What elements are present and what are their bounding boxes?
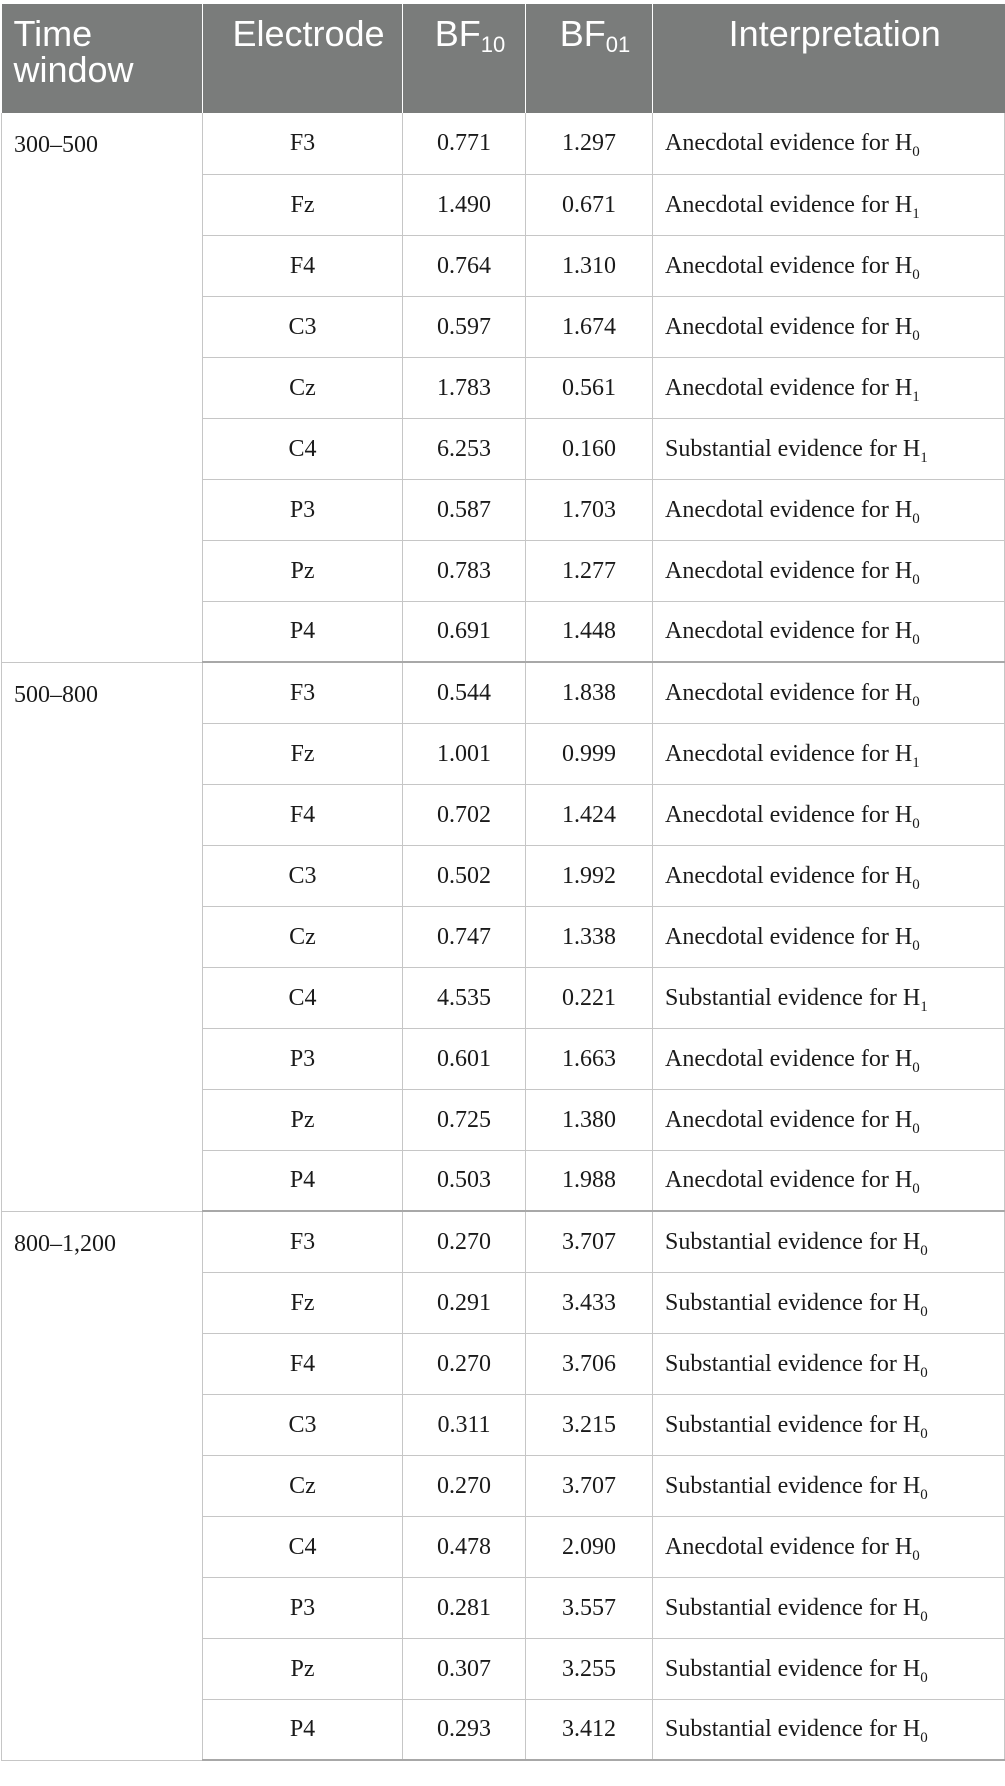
interpretation-text: Anecdotal evidence for H — [665, 1533, 913, 1560]
interpretation-text: Anecdotal evidence for H — [665, 313, 913, 340]
bf01-cell: 1.988 — [526, 1150, 653, 1211]
bf01-cell: 0.561 — [526, 357, 653, 418]
interpretation-cell — [653, 235, 1005, 296]
electrode-cell: C4 — [203, 418, 403, 479]
electrode-cell: C4 — [203, 1516, 403, 1577]
hypothesis-subscript: 1 — [912, 388, 920, 405]
interpretation-text: Substantial evidence for H — [665, 1411, 921, 1438]
interpretation-text: Anecdotal evidence for H — [665, 1167, 913, 1194]
interpretation-cell — [653, 1333, 1005, 1394]
hypothesis-subscript: 0 — [912, 510, 920, 527]
header-bf10-base: BF — [434, 13, 481, 54]
header-electrode: Electrode — [203, 4, 403, 113]
bf01-cell: 0.160 — [526, 418, 653, 479]
electrode-cell: P3 — [203, 1577, 403, 1638]
electrode-cell: F3 — [203, 1211, 403, 1272]
bf01-cell: 3.707 — [526, 1455, 653, 1516]
interpretation-text: Substantial evidence for H — [665, 984, 921, 1011]
header-interpretation: Interpretation — [653, 4, 1005, 113]
bf10-cell: 1.490 — [403, 174, 526, 235]
bf01-cell: 1.310 — [526, 235, 653, 296]
hypothesis-subscript: 0 — [920, 1730, 928, 1747]
interpretation-text: Anecdotal evidence for H — [665, 252, 913, 279]
interpretation-text: Substantial evidence for H — [665, 1289, 921, 1316]
bf01-cell: 0.221 — [526, 967, 653, 1028]
bf01-cell: 3.557 — [526, 1577, 653, 1638]
electrode-cell: Fz — [203, 723, 403, 784]
electrode-cell: C4 — [203, 967, 403, 1028]
hypothesis-subscript: 0 — [920, 1303, 928, 1320]
bf01-cell: 1.992 — [526, 845, 653, 906]
interpretation-cell — [653, 357, 1005, 418]
hypothesis-subscript: 1 — [920, 449, 928, 466]
bf10-cell: 0.747 — [403, 906, 526, 967]
hypothesis-subscript: 0 — [920, 1364, 928, 1381]
bf10-cell: 0.587 — [403, 479, 526, 540]
bf01-cell: 3.215 — [526, 1394, 653, 1455]
table-header — [2, 4, 1005, 113]
hypothesis-subscript: 0 — [912, 144, 920, 161]
bf10-cell: 0.307 — [403, 1638, 526, 1699]
bf10-cell: 0.783 — [403, 540, 526, 601]
bf10-cell: 0.270 — [403, 1211, 526, 1272]
interpretation-cell — [653, 723, 1005, 784]
interpretation-text: Substantial evidence for H — [665, 435, 921, 462]
bf10-cell: 0.771 — [403, 113, 526, 174]
interpretation-text: Anecdotal evidence for H — [665, 1045, 913, 1072]
interpretation-cell — [653, 662, 1005, 723]
interpretation-cell — [653, 906, 1005, 967]
header-bf01-base: BF — [559, 13, 606, 54]
electrode-cell: C3 — [203, 1394, 403, 1455]
hypothesis-subscript: 0 — [920, 1608, 928, 1625]
interpretation-text: Substantial evidence for H — [665, 1594, 921, 1621]
bf10-cell: 0.311 — [403, 1394, 526, 1455]
bf01-cell: 0.999 — [526, 723, 653, 784]
electrode-cell: Pz — [203, 1638, 403, 1699]
interpretation-cell — [653, 967, 1005, 1028]
hypothesis-subscript: 0 — [920, 1242, 928, 1259]
electrode-cell: P4 — [203, 1150, 403, 1211]
time-window-cell: 300–500 — [2, 113, 203, 662]
interpretation-text: Anecdotal evidence for H — [665, 923, 913, 950]
header-row — [2, 4, 1005, 113]
electrode-cell: Fz — [203, 1272, 403, 1333]
interpretation-cell — [653, 479, 1005, 540]
interpretation-text: Substantial evidence for H — [665, 1228, 921, 1255]
header-bf10-sub: 10 — [480, 32, 506, 57]
interpretation-cell — [653, 1638, 1005, 1699]
bf10-cell: 0.281 — [403, 1577, 526, 1638]
interpretation-cell — [653, 540, 1005, 601]
hypothesis-subscript: 0 — [912, 632, 920, 649]
time-window-cell: 500–800 — [2, 662, 203, 1211]
bf10-cell: 6.253 — [403, 418, 526, 479]
electrode-cell: P4 — [203, 1699, 403, 1760]
electrode-cell: C3 — [203, 296, 403, 357]
electrode-cell: Cz — [203, 906, 403, 967]
interpretation-cell — [653, 174, 1005, 235]
interpretation-text: Anecdotal evidence for H — [665, 557, 913, 584]
bf10-cell: 0.764 — [403, 235, 526, 296]
hypothesis-subscript: 0 — [912, 1120, 920, 1137]
interpretation-text: Substantial evidence for H — [665, 1716, 921, 1743]
bf01-cell: 1.338 — [526, 906, 653, 967]
bayes-factor-table — [1, 4, 1005, 1761]
electrode-cell: Cz — [203, 357, 403, 418]
bf01-cell: 1.448 — [526, 601, 653, 662]
bf01-cell: 0.671 — [526, 174, 653, 235]
interpretation-text: Anecdotal evidence for H — [665, 130, 913, 157]
interpretation-text: Anecdotal evidence for H — [665, 618, 913, 645]
hypothesis-subscript: 0 — [912, 571, 920, 588]
interpretation-text: Anecdotal evidence for H — [665, 740, 913, 767]
electrode-cell: F4 — [203, 784, 403, 845]
hypothesis-subscript: 0 — [912, 815, 920, 832]
bf10-cell: 0.478 — [403, 1516, 526, 1577]
time-window-cell: 800–1,200 — [2, 1211, 203, 1760]
bf01-cell: 3.412 — [526, 1699, 653, 1760]
bf01-cell: 3.433 — [526, 1272, 653, 1333]
table-row — [2, 1211, 1005, 1272]
bf10-cell: 0.702 — [403, 784, 526, 845]
bf10-cell: 0.544 — [403, 662, 526, 723]
interpretation-cell — [653, 1699, 1005, 1760]
bf10-cell: 0.502 — [403, 845, 526, 906]
bf10-cell: 0.725 — [403, 1089, 526, 1150]
interpretation-cell — [653, 113, 1005, 174]
bf01-cell: 1.663 — [526, 1028, 653, 1089]
electrode-cell: P3 — [203, 1028, 403, 1089]
bf10-cell: 0.597 — [403, 296, 526, 357]
interpretation-text: Substantial evidence for H — [665, 1350, 921, 1377]
interpretation-cell — [653, 418, 1005, 479]
header-bf10 — [403, 4, 526, 113]
electrode-cell: C3 — [203, 845, 403, 906]
bf10-cell: 0.503 — [403, 1150, 526, 1211]
interpretation-text: Anecdotal evidence for H — [665, 862, 913, 889]
hypothesis-subscript: 0 — [912, 266, 920, 283]
bf10-cell: 4.535 — [403, 967, 526, 1028]
header-bf01 — [526, 4, 653, 113]
interpretation-cell — [653, 1577, 1005, 1638]
bf01-cell: 1.380 — [526, 1089, 653, 1150]
electrode-cell: Pz — [203, 1089, 403, 1150]
table-body — [2, 113, 1005, 1760]
hypothesis-subscript: 0 — [912, 1547, 920, 1564]
bf01-cell: 2.090 — [526, 1516, 653, 1577]
electrode-cell: P3 — [203, 479, 403, 540]
bf01-cell: 1.674 — [526, 296, 653, 357]
electrode-cell: F3 — [203, 113, 403, 174]
bf10-cell: 0.270 — [403, 1333, 526, 1394]
bf01-cell: 1.703 — [526, 479, 653, 540]
interpretation-text: Substantial evidence for H — [665, 1472, 921, 1499]
bf10-cell: 0.293 — [403, 1699, 526, 1760]
bf10-cell: 0.270 — [403, 1455, 526, 1516]
hypothesis-subscript: 1 — [920, 998, 928, 1015]
interpretation-cell — [653, 1516, 1005, 1577]
electrode-cell: Cz — [203, 1455, 403, 1516]
bf01-cell: 1.424 — [526, 784, 653, 845]
bf10-cell: 0.691 — [403, 601, 526, 662]
header-time-window: Time window — [2, 4, 203, 113]
interpretation-cell — [653, 296, 1005, 357]
interpretation-cell — [653, 1211, 1005, 1272]
bf01-cell: 3.706 — [526, 1333, 653, 1394]
hypothesis-subscript: 1 — [912, 205, 920, 222]
hypothesis-subscript: 0 — [912, 693, 920, 710]
interpretation-cell — [653, 784, 1005, 845]
interpretation-cell — [653, 1028, 1005, 1089]
interpretation-cell — [653, 1455, 1005, 1516]
interpretation-cell — [653, 601, 1005, 662]
interpretation-text: Anecdotal evidence for H — [665, 374, 913, 401]
hypothesis-subscript: 0 — [912, 876, 920, 893]
bf01-cell: 1.297 — [526, 113, 653, 174]
bf10-cell: 0.291 — [403, 1272, 526, 1333]
hypothesis-subscript: 0 — [912, 1181, 920, 1198]
bf01-cell: 1.277 — [526, 540, 653, 601]
electrode-cell: Pz — [203, 540, 403, 601]
hypothesis-subscript: 1 — [912, 754, 920, 771]
hypothesis-subscript: 0 — [920, 1669, 928, 1686]
interpretation-text: Anecdotal evidence for H — [665, 1106, 913, 1133]
electrode-cell: F4 — [203, 1333, 403, 1394]
bf10-cell: 1.783 — [403, 357, 526, 418]
electrode-cell: Fz — [203, 174, 403, 235]
hypothesis-subscript: 0 — [912, 937, 920, 954]
bf01-cell: 3.707 — [526, 1211, 653, 1272]
electrode-cell: F4 — [203, 235, 403, 296]
interpretation-text: Anecdotal evidence for H — [665, 801, 913, 828]
bf10-cell: 0.601 — [403, 1028, 526, 1089]
interpretation-cell — [653, 1272, 1005, 1333]
bf01-cell: 1.838 — [526, 662, 653, 723]
hypothesis-subscript: 0 — [912, 327, 920, 344]
table-row — [2, 662, 1005, 723]
hypothesis-subscript: 0 — [920, 1486, 928, 1503]
table-row — [2, 113, 1005, 174]
hypothesis-subscript: 0 — [912, 1059, 920, 1076]
interpretation-text: Anecdotal evidence for H — [665, 191, 913, 218]
interpretation-cell — [653, 1089, 1005, 1150]
interpretation-text: Substantial evidence for H — [665, 1655, 921, 1682]
interpretation-text: Anecdotal evidence for H — [665, 496, 913, 523]
interpretation-cell — [653, 1150, 1005, 1211]
interpretation-text: Anecdotal evidence for H — [665, 679, 913, 706]
bf10-cell: 1.001 — [403, 723, 526, 784]
electrode-cell: P4 — [203, 601, 403, 662]
bf01-cell: 3.255 — [526, 1638, 653, 1699]
header-bf01-sub: 01 — [605, 32, 631, 57]
interpretation-cell — [653, 1394, 1005, 1455]
electrode-cell: F3 — [203, 662, 403, 723]
hypothesis-subscript: 0 — [920, 1425, 928, 1442]
interpretation-cell — [653, 845, 1005, 906]
